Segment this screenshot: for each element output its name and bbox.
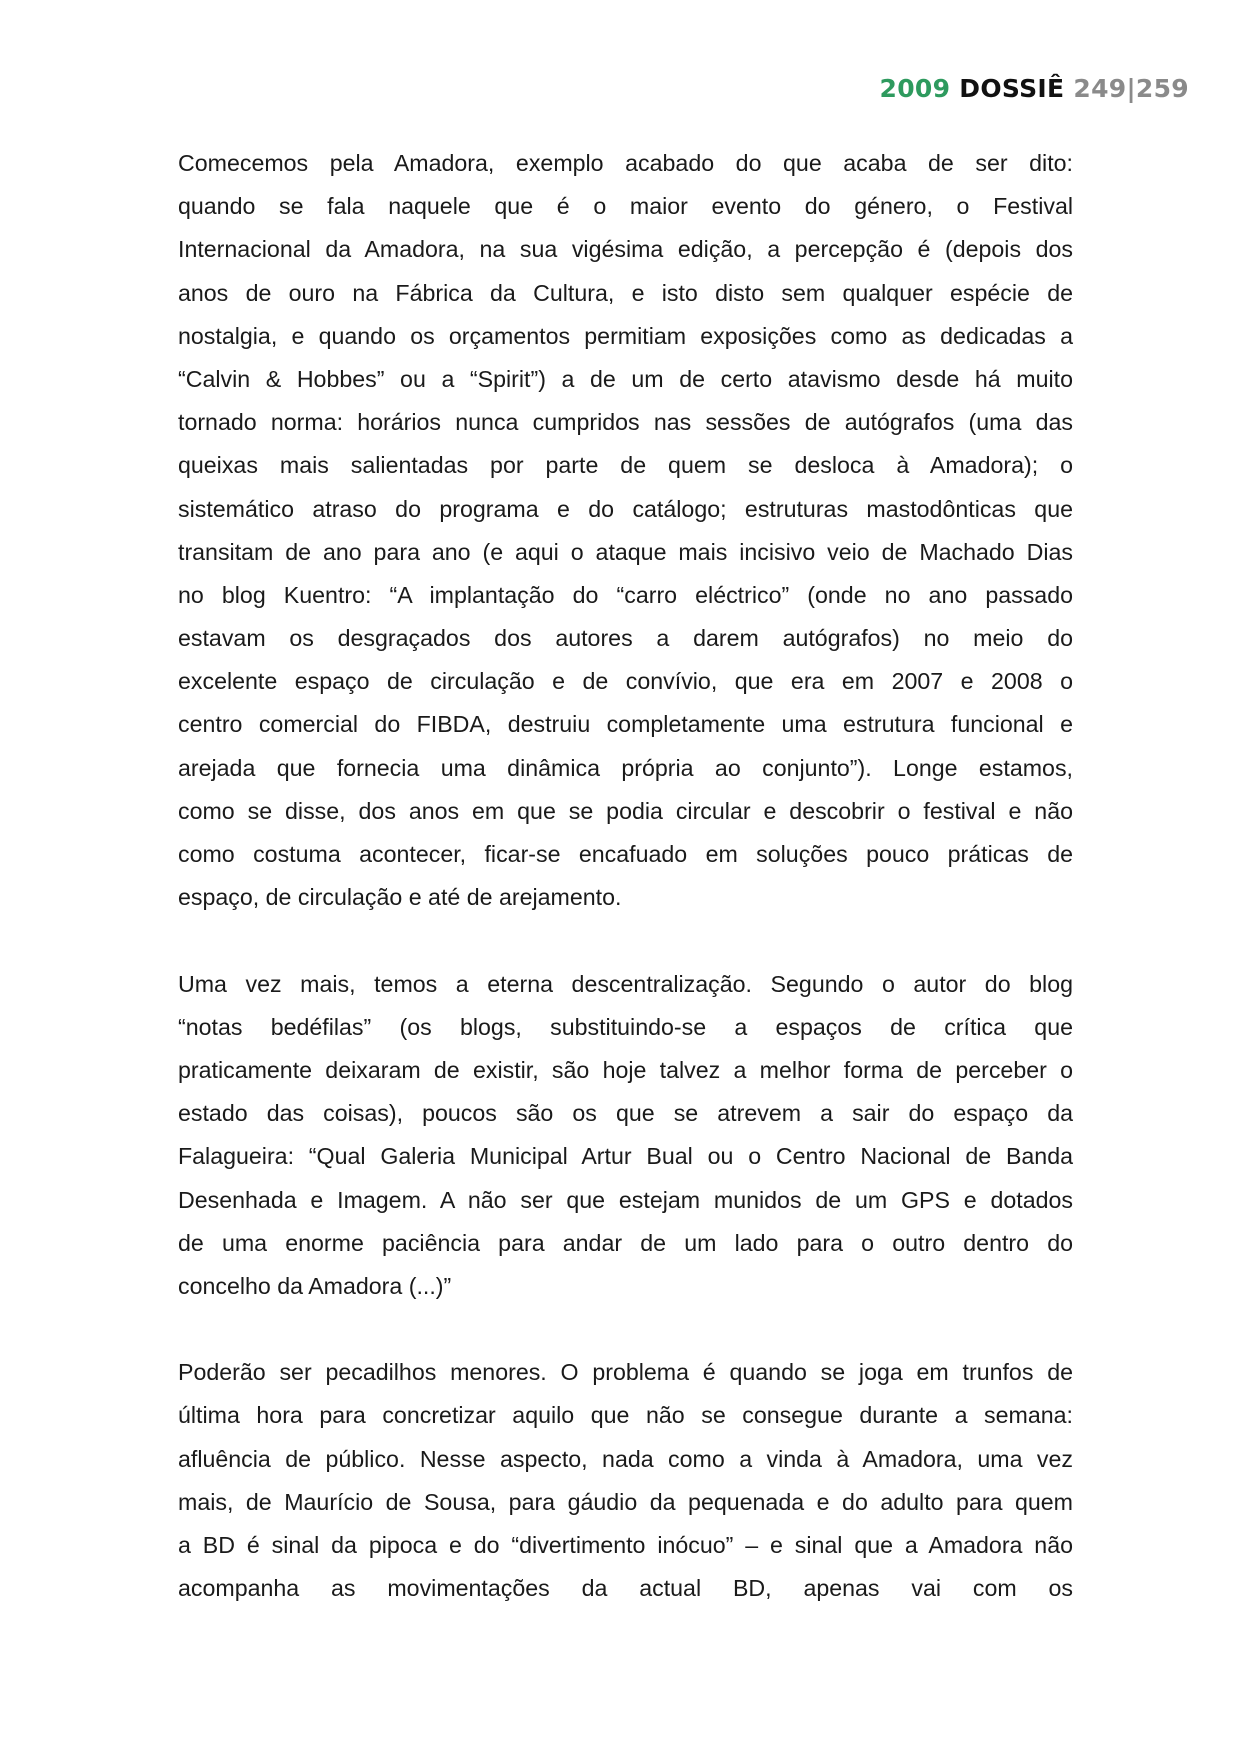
running-header xyxy=(880,74,1190,103)
text-line: queixas mais salientadas por parte de quem se desloca à Amadora); o xyxy=(178,452,1073,479)
text-line: Comecemos pela Amadora, exemplo acabado do que acaba de ser dito: xyxy=(178,150,1073,176)
text-line: arejada que fornecia uma dinâmica própria ao conjunto”). Longe estamos, xyxy=(178,754,1073,781)
text-line: sistemático atraso do programa e do catálogo; estruturas mastodônticas que xyxy=(178,495,1073,522)
text-line: última hora para concretizar aquilo que não se consegue durante a semana: xyxy=(178,1402,1073,1429)
text-line: quando se fala naquele que é o maior evento do género, o Festival xyxy=(178,193,1073,220)
paragraph xyxy=(178,142,1073,919)
text-line: como se disse, dos anos em que se podia circular e descobrir o festival e não xyxy=(178,797,1073,824)
text-line: concelho da Amadora (...)” xyxy=(178,1272,452,1299)
text-line: excelente espaço de circulação e de convívio, que era em 2007 e 2008 o xyxy=(178,668,1073,695)
text-line: mais, de Maurício de Sousa, para gáudio da pequenada e do adulto para quem xyxy=(178,1488,1073,1515)
text-line: Desenhada e Imagem. A não ser que estejam munidos de um GPS e dotados xyxy=(178,1186,1073,1213)
text-line: “Calvin & Hobbes” ou a “Spirit”) a de um de certo atavismo desde há muito xyxy=(178,365,1073,392)
header-title: DOSSIÊ xyxy=(959,74,1065,103)
text-line: tornado norma: horários nunca cumpridos nas sessões de autógrafos (uma das xyxy=(178,409,1073,436)
header-year: 2009 xyxy=(879,74,951,103)
text-line: a BD é sinal da pipoca e do “divertimento inócuo” – e sinal que a Amadora não xyxy=(178,1532,1073,1558)
text-line: praticamente deixaram de existir, são hoje talvez a melhor forma de perceber o xyxy=(178,1056,1073,1083)
text-line: de uma enorme paciência para andar de um lado para o outro dentro do xyxy=(178,1229,1073,1256)
text-line: espaço, de circulação e até de arejamento. xyxy=(178,884,622,911)
text-line: como costuma acontecer, ficar-se encafuado em soluções pouco práticas de xyxy=(178,841,1073,867)
text-line: acompanha as movimentações da actual BD, apenas vai com os xyxy=(178,1575,1073,1602)
header-page-number: 249|259 xyxy=(1073,74,1189,103)
text-line: “notas bedéfilas” (os blogs, substituindo-se a espaços de crítica que xyxy=(178,1013,1073,1040)
text-line: transitam de ano para ano (e aqui o ataque mais incisivo veio de Machado Dias xyxy=(178,538,1073,565)
text-line: afluência de público. Nesse aspecto, nada como a vinda à Amadora, uma vez xyxy=(178,1445,1073,1472)
text-line: estavam os desgraçados dos autores a darem autógrafos) no meio do xyxy=(178,625,1073,652)
text-line: Poderão ser pecadilhos menores. O problema é quando se joga em trunfos de xyxy=(178,1359,1073,1386)
text-line: Uma vez mais, temos a eterna descentralização. Segundo o autor do blog xyxy=(178,970,1073,997)
text-line: centro comercial do FIBDA, destruiu completamente uma estrutura funcional e xyxy=(178,711,1073,738)
text-line: anos de ouro na Fábrica da Cultura, e isto disto sem qualquer espécie de xyxy=(178,279,1073,306)
paragraph xyxy=(178,1351,1073,1610)
text-line: nostalgia, e quando os orçamentos permitiam exposições como as dedicadas a xyxy=(178,322,1073,349)
article-body xyxy=(178,142,1073,1654)
text-line: Internacional da Amadora, na sua vigésima edição, a percepção é (depois dos xyxy=(178,236,1073,263)
text-line: Falagueira: “Qual Galeria Municipal Artur Bual ou o Centro Nacional de Banda xyxy=(178,1143,1073,1170)
paragraph xyxy=(178,963,1073,1309)
text-line: no blog Kuentro: “A implantação do “carro eléctrico” (onde no ano passado xyxy=(178,581,1073,608)
text-line: estado das coisas), poucos são os que se atrevem a sair do espaço da xyxy=(178,1100,1073,1127)
